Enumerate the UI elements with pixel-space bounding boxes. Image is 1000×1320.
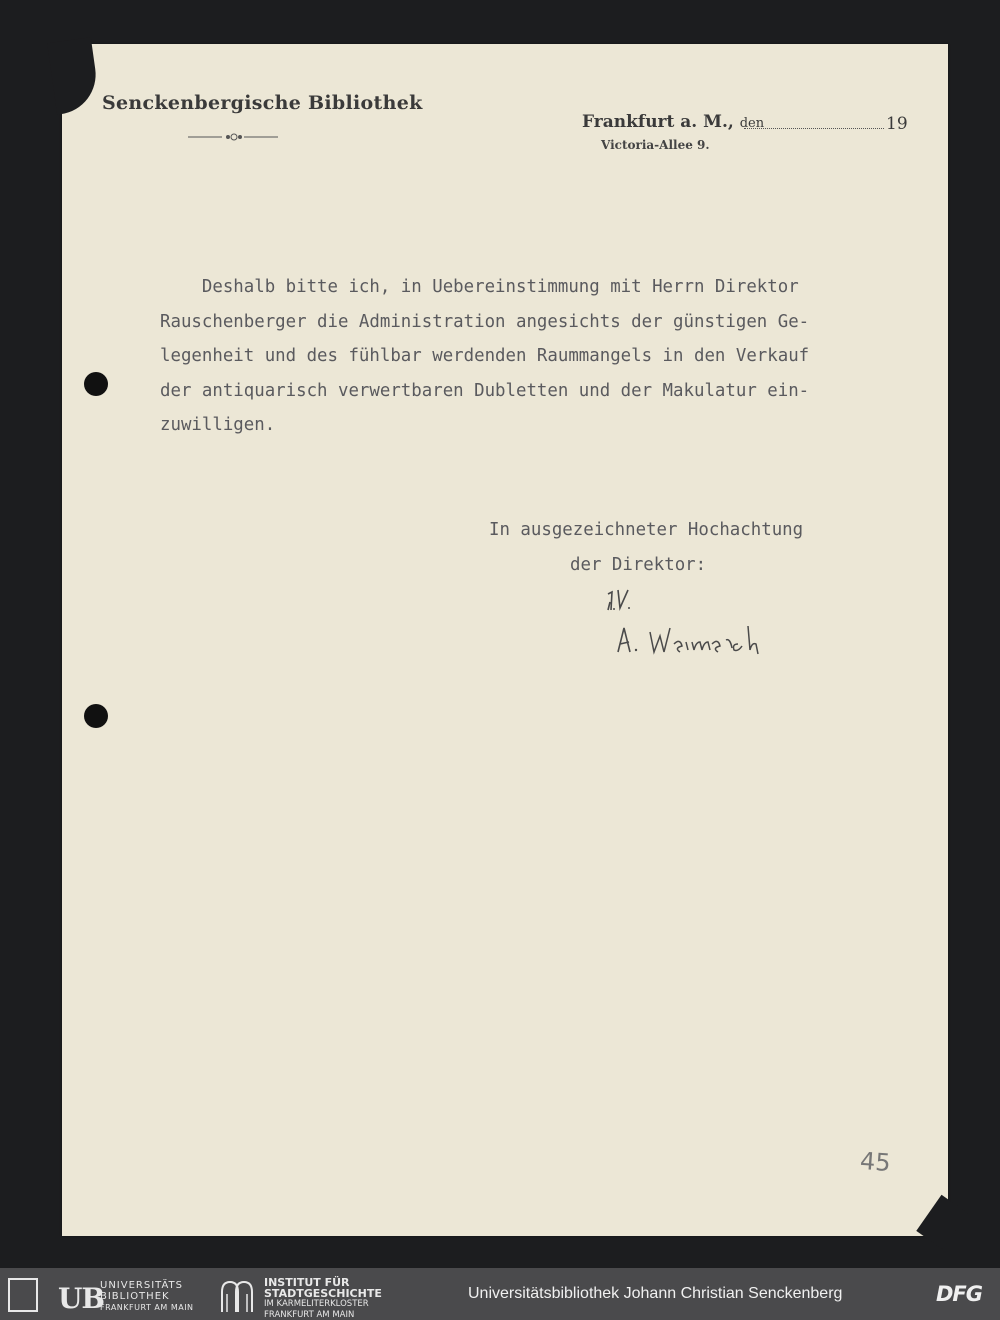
body-line: zuwilligen. bbox=[160, 415, 276, 435]
dfg-logo: DFG bbox=[936, 1282, 983, 1306]
ub-text bbox=[100, 1280, 194, 1313]
body-line: der antiquarisch verwertbaren Dubletten und der Makulatur ein- bbox=[160, 380, 810, 401]
footer-title: Universitätsbibliothek Johann Christian Senckenberg bbox=[468, 1285, 843, 1302]
letterhead-ornament-icon bbox=[188, 130, 278, 144]
portrait-icon bbox=[8, 1278, 38, 1312]
date-blank-line bbox=[744, 128, 884, 129]
isg-line2: STADTGESCHICHTE bbox=[264, 1286, 382, 1300]
ub-line2: BIBLIOTHEK bbox=[100, 1291, 170, 1302]
ub-logo bbox=[8, 1276, 208, 1316]
isg-arch-icon bbox=[218, 1278, 256, 1314]
isg-line3: IM KARMELITERKLOSTER bbox=[264, 1299, 369, 1309]
ub-line3: FRANKFURT AM MAIN bbox=[100, 1303, 194, 1312]
letterhead-address: Victoria-Allee 9. bbox=[601, 138, 710, 152]
letterhead-institution: Senckenbergische Bibliothek bbox=[102, 92, 423, 114]
body-line: legenheit und des fühlbar werdenden Raummangels in den Verkauf bbox=[160, 346, 810, 366]
footer-bar bbox=[0, 1268, 1000, 1320]
isg-line1: INSTITUT FÜR bbox=[264, 1276, 350, 1289]
isg-text bbox=[264, 1278, 382, 1320]
closing-title: der Direktor: bbox=[570, 555, 707, 575]
punch-hole-bottom bbox=[84, 704, 108, 728]
document-page bbox=[62, 44, 948, 1236]
date-prefix: den bbox=[739, 116, 765, 131]
isg-line4: FRANKFURT AM MAIN bbox=[264, 1309, 355, 1320]
ub-letters: UB bbox=[58, 1282, 105, 1315]
page-number: 45 bbox=[859, 1146, 892, 1178]
letterhead-place bbox=[582, 112, 764, 132]
body-line: Rauschenberger die Administration angesichts der günstigen Ge- bbox=[160, 311, 810, 332]
ub-line1: UNIVERSITÄTS bbox=[100, 1280, 184, 1291]
body-line: Deshalb bitte ich, in Uebereinstimmung mit Herrn Direktor bbox=[160, 277, 799, 297]
closing-salutation: In ausgezeichneter Hochachtung bbox=[489, 520, 804, 540]
handwritten-signature bbox=[598, 582, 768, 662]
letter-body bbox=[160, 270, 809, 443]
place-text: Frankfurt a. M., bbox=[582, 112, 734, 132]
punch-hole-top bbox=[84, 372, 108, 396]
year-prefix: 19 bbox=[886, 114, 908, 134]
